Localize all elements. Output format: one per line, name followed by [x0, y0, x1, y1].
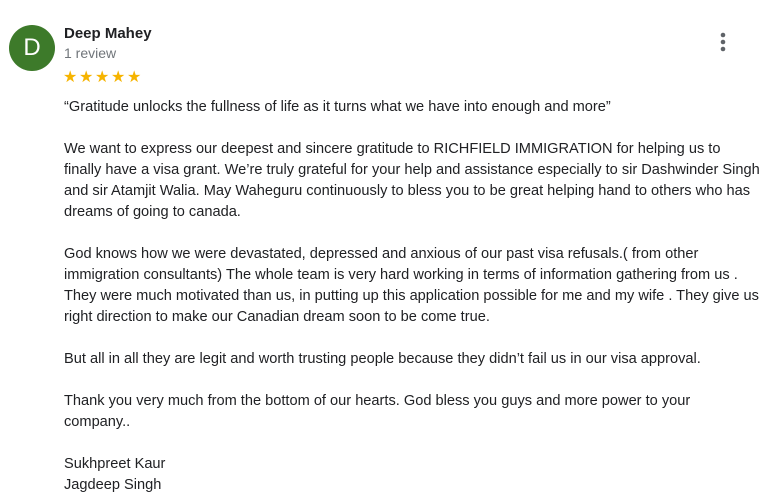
star-icon: ★ — [79, 67, 94, 86]
star-icon: ★ — [111, 67, 126, 86]
review-paragraph: We want to express our deepest and sincere gratitude to RICHFIELD IMMIGRATION for helping us to finally have a visa grant. We’re truly grateful for your help and assistance especially to sir Dashwinder Singh and sir Atamjit Walia. May Waheguru continuously to bless you to be great helping hand to others who has dreams of going to canada. — [64, 141, 760, 220]
signature-line: Sukhpreet Kaur — [64, 456, 166, 472]
review-count[interactable]: 1 review — [64, 45, 117, 61]
star-icon: ★ — [63, 67, 78, 86]
star-rating — [63, 68, 143, 86]
review-paragraph: But all in all they are legit and worth trusting people because they didn’t fail us in our visa approval. — [64, 351, 701, 367]
more-vert-icon — [720, 32, 726, 52]
review-paragraph: “Gratitude unlocks the fullness of life as it turns what we have into enough and more” — [64, 99, 611, 115]
signature-line: Jagdeep Singh — [64, 477, 162, 493]
star-icon: ★ — [95, 67, 110, 86]
star-icon: ★ — [127, 67, 142, 86]
more-options-button[interactable] — [711, 30, 735, 54]
review-paragraph: Thank you very much from the bottom of our hearts. God bless you guys and more power to your company.. — [64, 393, 691, 430]
review-text — [64, 97, 760, 496]
avatar[interactable]: D — [9, 25, 55, 71]
review-paragraph: God knows how we were devastated, depressed and anxious of our past visa refusals.( from other immigration consultants) The whole team is very hard working in terms of information gathering from us . They were much motivated than us, in putting up this application possible for me and my wife . They give us right direction to make our Canadian dream soon to be come true. — [64, 246, 759, 325]
reviewer-name[interactable]: Deep Mahey — [64, 25, 152, 42]
